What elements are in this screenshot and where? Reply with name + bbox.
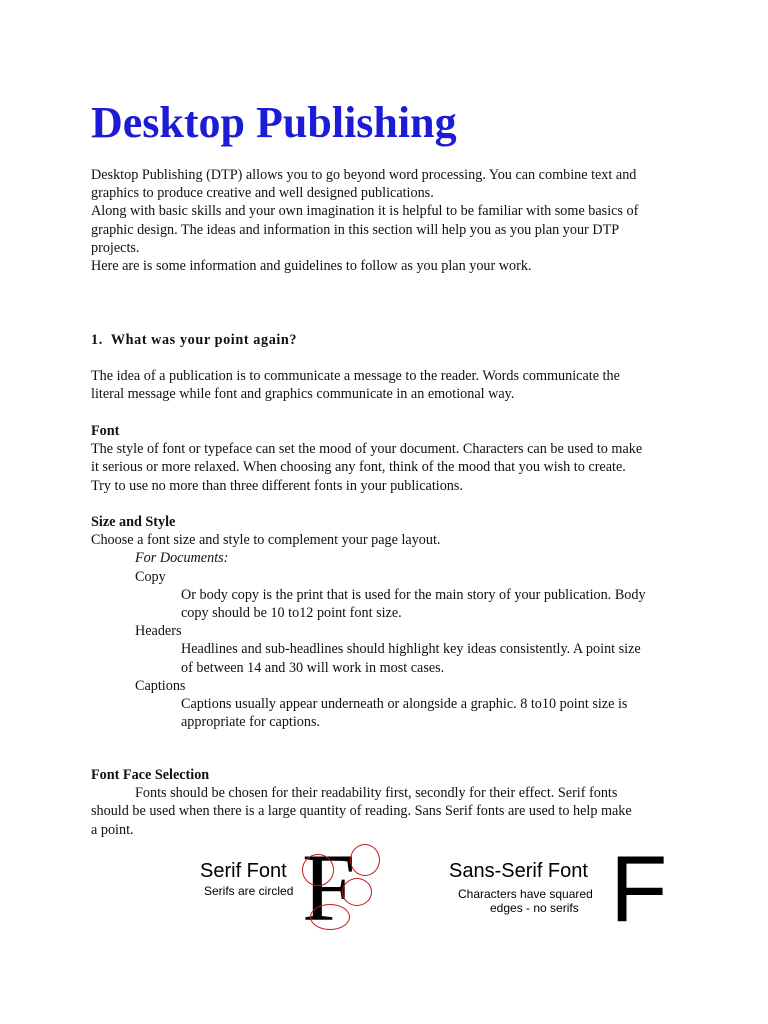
intro-line: Desktop Publishing (DTP) allows you to go beyond word processing. You can combine text and: [91, 167, 637, 183]
intro-line: Here are is some information and guidelines to follow as you plan your work.: [91, 258, 532, 275]
headers-label: Headers: [135, 623, 182, 640]
sans-serif-letter-sample: F: [610, 836, 668, 941]
intro-line: Along with basic skills and your own imagination it is helpful to be familiar with some basics of: [91, 203, 639, 220]
paragraph-line: Choose a font size and style to complement your page layout.: [91, 532, 441, 549]
serif-font-caption: Serifs are circled: [204, 884, 294, 898]
paragraph-line: should be used when there is a large quantity of reading. Sans Serif fonts are used to help make: [91, 803, 632, 820]
section-1-paragraph: [91, 367, 691, 403]
intro-line: graphic design. The ideas and information in this section will help you as you plan your DTP: [91, 221, 620, 238]
sans-serif-font-caption: edges - no serifs: [490, 901, 579, 915]
serif-circle: [350, 844, 380, 876]
paragraph-line: Fonts should be chosen for their readability first, secondly for their effect. Serif fonts: [135, 785, 618, 802]
paragraph-line: The idea of a publication is to communicate a message to the reader. Words communicate the: [91, 368, 620, 384]
headers-description: of between 14 and 30 will work in most cases.: [181, 659, 445, 676]
captions-label: Captions: [135, 677, 186, 694]
paragraph-line: Try to use no more than three different fonts in your publications.: [91, 477, 463, 494]
serif-circle: [310, 904, 350, 930]
paragraph-line: The style of font or typeface can set the mood of your document. Characters can be used to make: [91, 441, 643, 458]
for-documents-label: For Documents:: [135, 550, 229, 567]
sans-serif-font-caption: Characters have squared: [458, 887, 593, 901]
page-title: Desktop Publishing: [91, 98, 457, 147]
font-section: [91, 422, 691, 495]
serif-letter-sample: F: [302, 834, 356, 941]
section-number: 1.: [91, 332, 103, 348]
intro-line: projects.: [91, 239, 140, 256]
serif-circle: [302, 854, 334, 886]
section-heading-rest: was your point again?: [151, 332, 298, 348]
size-style-section: [91, 513, 691, 731]
paragraph-line: a point.: [91, 821, 134, 838]
intro-line: graphics to produce creative and well designed publications.: [91, 185, 434, 202]
copy-label: Copy: [135, 568, 166, 585]
font-heading: Font: [91, 423, 120, 439]
serif-circle: [342, 878, 372, 906]
serif-font-title: Serif Font: [200, 860, 287, 882]
section-1-heading: [91, 331, 297, 349]
font-comparison-figure: [196, 834, 668, 941]
font-face-heading: Font Face Selection: [91, 767, 210, 783]
captions-description: Captions usually appear underneath or alongside a graphic. 8 to10 point size is: [181, 696, 628, 713]
section-heading-word: What: [110, 332, 148, 348]
size-style-heading: Size and Style: [91, 514, 176, 530]
intro-paragraph: [91, 166, 691, 275]
paragraph-line: it serious or more relaxed. When choosing any font, think of the mood that you wish to create.: [91, 459, 626, 476]
font-face-section: [91, 766, 691, 839]
headers-description: Headlines and sub-headlines should highlight key ideas consistently. A point size: [181, 641, 641, 658]
copy-description: copy should be 10 to12 point font size.: [181, 605, 402, 622]
sans-serif-font-title: Sans-Serif Font: [449, 860, 588, 882]
copy-description: Or body copy is the print that is used for the main story of your publication. Body: [181, 586, 646, 603]
captions-description: appropriate for captions.: [181, 714, 321, 731]
paragraph-line: literal message while font and graphics communicate in an emotional way.: [91, 386, 515, 403]
